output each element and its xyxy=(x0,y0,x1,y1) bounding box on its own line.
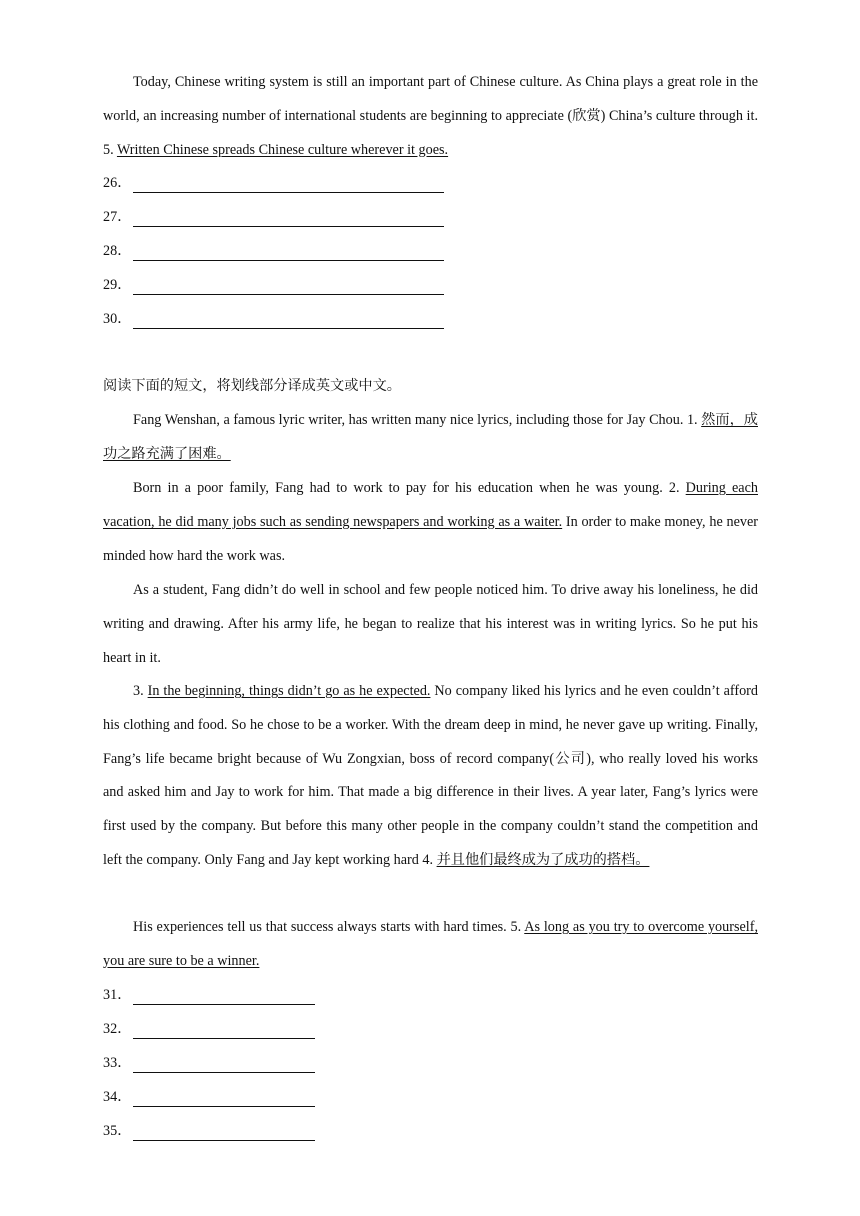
question-number: 35． xyxy=(103,1123,132,1139)
answer-blank[interactable] xyxy=(133,1023,315,1039)
question-number: 28． xyxy=(103,243,132,259)
passage-text: 3. xyxy=(133,683,148,699)
answer-line xyxy=(103,1019,315,1039)
answer-line xyxy=(103,985,315,1005)
answer-blank[interactable] xyxy=(133,313,444,329)
answer-blank[interactable] xyxy=(133,1091,315,1107)
question-number: 26． xyxy=(103,175,132,191)
question-number: 31． xyxy=(103,987,132,1003)
passage-paragraph xyxy=(103,911,758,979)
underlined-sentence: Written Chinese spreads Chinese culture wherever it goes. xyxy=(116,141,449,158)
answer-line xyxy=(103,1087,315,1107)
underlined-sentence: During each vacation, he did many jobs such as sending newspapers and working as a waiter. xyxy=(103,480,758,530)
answer-line xyxy=(103,173,444,193)
passage-text: Fang Wenshan, a famous lyric writer, has written many nice lyrics, including those for Jay Chou. 1. xyxy=(133,412,702,428)
answer-line xyxy=(103,1053,315,1073)
underlined-sentence: In the beginning, things didn’t go as he expected. xyxy=(147,683,431,699)
question-number: 30． xyxy=(103,311,132,327)
passage-text: No company liked his lyrics and he even couldn’t afford his clothing and food. So he chose to be a worker. With the dream deep in mind, he never gave up writing. Finally, Fang’s life became bright because of Wu Zongxian, boss of record company(公司), who really loved his works and asked him and Jay to work for him. That made a big difference in their lives. A year later, Fang’s lyrics were first used by the company. But before this many other people in the company couldn’t stand the competition and left the company. Only Fang and Jay kept working hard 4. xyxy=(103,683,759,868)
answer-blank[interactable] xyxy=(133,279,444,295)
question-number: 33． xyxy=(103,1055,132,1071)
passage-text: Born in a poor family, Fang had to work to pay for his education when he was young. 2. xyxy=(133,480,686,496)
answer-blank[interactable] xyxy=(133,245,444,261)
answer-line xyxy=(103,1121,315,1141)
answer-blank[interactable] xyxy=(133,1125,315,1141)
question-number: 32． xyxy=(103,1021,132,1037)
underlined-sentence: As long as you try to overcome yourself, you are sure to be a winner. xyxy=(103,919,758,969)
passage-paragraph: As a student, Fang didn’t do well in school and few people noticed him. To drive away his loneliness, he did writing and drawing. After his army life, he began to realize that his interest was in writing lyrics. So he put his heart in it. xyxy=(103,582,758,666)
answer-line xyxy=(103,309,444,329)
underlined-sentence: 并且他们最终成为了成功的搭档。 xyxy=(436,851,650,868)
answer-line xyxy=(103,241,444,261)
answer-blank[interactable] xyxy=(133,177,444,193)
passage-text: His experiences tell us that success always starts with hard times. 5. xyxy=(133,919,525,935)
passage-text: In order to make money, he never minded how hard the work was. xyxy=(103,513,758,564)
passage-paragraph xyxy=(103,66,758,167)
answer-blank[interactable] xyxy=(133,211,444,227)
passage-paragraph xyxy=(103,404,758,472)
underlined-sentence: 然而，成功之路充满了困难。 xyxy=(103,412,758,462)
passage-text: Today, Chinese writing system is still an important part of Chinese culture. As China plays a great role in the world, an increasing number of international students are beginning to appreciate (欣赏) China’s culture through it. 5. xyxy=(103,74,758,158)
passage-paragraph xyxy=(103,675,758,878)
question-number: 29． xyxy=(103,277,132,293)
section-instruction: 阅读下面的短文，将划线部分译成英文或中文。 xyxy=(103,378,401,394)
answer-line xyxy=(103,207,444,227)
passage-paragraph xyxy=(103,472,758,573)
question-number: 27． xyxy=(103,209,132,225)
answer-line xyxy=(103,275,444,295)
answer-blank[interactable] xyxy=(133,1057,315,1073)
question-number: 34． xyxy=(103,1089,132,1105)
answer-blank[interactable] xyxy=(133,989,315,1005)
